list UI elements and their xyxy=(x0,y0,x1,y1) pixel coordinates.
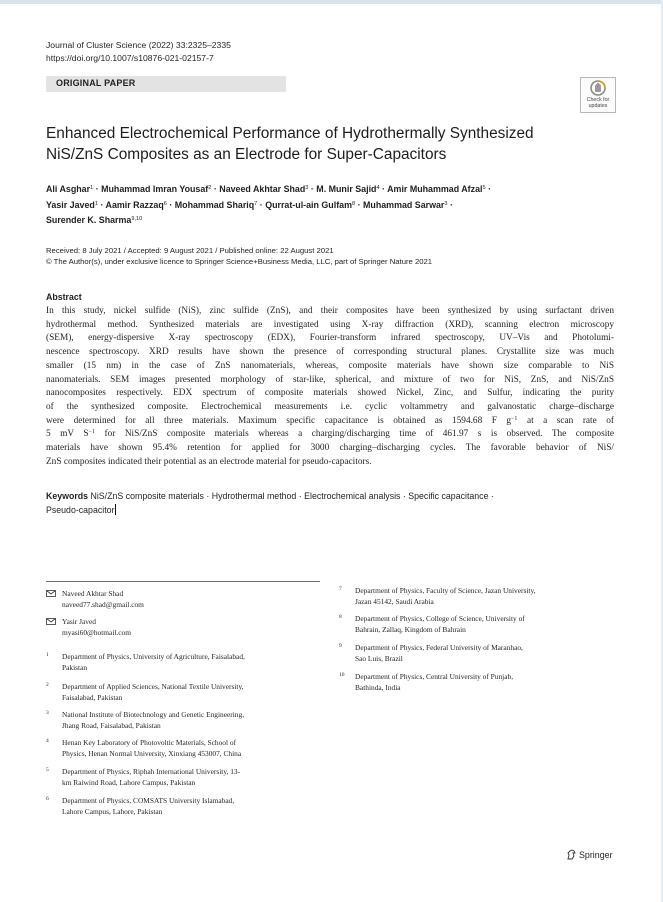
keywords-text: NiS/ZnS composite materials · Hydrothermal method · Electrochemical analysis · Specific capacitance · xyxy=(90,491,494,501)
author-name[interactable]: Qurrat-ul-ain Gulfam xyxy=(265,199,352,210)
abstract-line-part: for NiS/ZnS composite materials whereas a charging/discharging time of 461.97 s is observed. The composite xyxy=(95,429,614,440)
author-list xyxy=(46,181,621,228)
affiliation-number: 4 xyxy=(46,738,49,744)
journal-info xyxy=(46,39,231,65)
author-affiliation-ref: 3 xyxy=(444,200,448,207)
affiliation-line: Department of Physics, Faculty of Science, Jazan University, xyxy=(355,586,536,595)
publisher-logo xyxy=(566,849,613,860)
title-line: NiS/ZnS Composites as an Electrode for Super-Capacitors xyxy=(46,146,447,163)
affiliation-line: Department of Physics, Riphah International University, 13- xyxy=(62,767,241,776)
unit-exponent: −1 xyxy=(511,415,518,422)
affiliation-line: Pakistan xyxy=(62,662,88,672)
author-name[interactable]: Aamir Razzaq xyxy=(105,199,164,210)
affiliation-number: 7 xyxy=(339,586,342,592)
author-name[interactable]: Surender K. Sharma xyxy=(46,215,132,225)
author-affiliation-ref: 1 xyxy=(90,185,94,191)
affiliation-line: Department of Physics, Central University of Punjab, xyxy=(355,672,514,681)
affiliation-line: Jazan 45142, Saudi Arabia xyxy=(355,596,434,606)
author-name[interactable]: Amir Muhammad Afzal xyxy=(387,184,483,194)
abstract-line: materials have shown 95.4% retention for applied for 3000 charging–discharging cycles. The favorable behavior of NiS/ xyxy=(46,443,614,454)
abstract-heading: Abstract xyxy=(46,292,82,302)
viewer-top-border xyxy=(0,0,663,4)
affiliation-number: 8 xyxy=(339,614,342,620)
affiliation-line: Faisalabad, Pakistan xyxy=(62,692,123,702)
corresponding-author-name: Yasir Javed xyxy=(62,617,96,626)
author-name[interactable]: Ali Asghar xyxy=(46,184,91,194)
abstract-line: nanocomposites respectively. EDX spectrum of composite materials showed Nickel, Zinc, and Sulfur, indicating the purity xyxy=(46,388,614,399)
abstract-line: nanomaterials. SEM images presented morphology of star-like, spherical, and mixture of two for NiS, ZnS, and NiS/ZnS xyxy=(46,374,614,385)
author-affiliation-ref: 8 xyxy=(351,200,356,207)
keywords-text: Pseudo-capacitor xyxy=(46,504,115,515)
affiliation-number: 2 xyxy=(46,682,49,688)
copyright-line: © The Author(s), under exclusive licence to Springer Science+Business Media, LLC, part of Springer Nature 2021 xyxy=(46,256,433,266)
title-line: Enhanced Electrochemical Performance of Hydrothermally Synthesized xyxy=(46,125,534,142)
unit-exponent: −1 xyxy=(88,429,95,436)
abstract-line-part: were determined for all three materials. Maximum specific capacitance is obtained as 1594.68 F g xyxy=(46,415,512,426)
author-name[interactable]: Yasir Javed xyxy=(46,199,95,210)
affiliation-number: 6 xyxy=(46,796,49,802)
author-affiliation-ref: 3 xyxy=(305,185,309,191)
author-name[interactable]: Muhammad Imran Yousaf xyxy=(101,184,209,194)
springer-horse-icon xyxy=(566,849,577,860)
abstract-line: (SEM), energy-dispersive X-ray spectroscopy (EDX), Fourier-transform infrared spectroscopy, UV–Vis and Photolumi- xyxy=(46,333,614,344)
keywords-line xyxy=(46,504,614,518)
author-affiliation-ref: 7 xyxy=(254,200,258,207)
abstract-line: nescence spectroscopy. XRD results have shown the presence of corresponding structural planes. Crystallite size was much xyxy=(46,347,614,358)
abstract-line: of the synthesized composite. Electrochemical measurements i.e. cyclic voltammetry and galvanostatic charge–discharge xyxy=(46,401,614,412)
abstract-line: In this study, nickel sulfide (NiS), zinc sulfide (ZnS), and their composites have been synthesized by using surfactant driven xyxy=(46,306,614,316)
abstract-line: hydrothermal method. Synthesized materials are investigated using X-ray diffraction (XRD), scanning electron microscopy xyxy=(46,319,614,330)
envelope-icon xyxy=(46,590,56,597)
affiliation-line: National Institute of Biotechnology and Genetic Engineering, xyxy=(62,710,245,719)
affiliation-number: 3 xyxy=(46,710,49,716)
affiliation-line: Department of Physics, COMSATS University Islamabad, xyxy=(62,796,235,805)
check-for-updates-button[interactable] xyxy=(580,77,616,113)
article-type-badge xyxy=(46,76,286,92)
check-for-updates-icon xyxy=(590,80,606,97)
corresponding-author-email[interactable]: myasi60@hotmail.com xyxy=(62,627,132,637)
affiliation-line: Sao Luis, Brazil xyxy=(355,653,403,663)
dates-line: Received: 8 July 2021 / Accepted: 9 August 2021 / Published online: 22 August 2021 xyxy=(46,246,334,255)
keywords-section xyxy=(46,490,614,517)
author-name[interactable]: M. Munir Sajid xyxy=(316,184,377,194)
abstract-line xyxy=(46,428,614,442)
author-line: Yasir Javed$^1$ · Aamir Razzaq$^6$ · Mohammad Shariq$^7$ · Qurrat-ul-ain Gulfam$^8$ · Muhammad Sarwar$^3$ · xyxy=(46,199,453,210)
author-line: Ali Asghar$^1$ · Muhammad Imran Yousaf$^2$ · Naveed Akhtar Shad$^3$ · M. Munir Sajid$^4$ · Amir Muhammad Afzal$^5$ · xyxy=(46,184,492,194)
keywords-label: Keywords xyxy=(46,491,89,501)
article-type-label: ORIGINAL PAPER xyxy=(56,78,136,88)
affiliation-line: km Raiwind Road, Lahore Campus, Pakistan xyxy=(62,777,196,787)
author-affiliation-ref: 5 xyxy=(482,185,486,191)
affiliation-number: 1 xyxy=(46,652,49,658)
affiliation-line: Physics, Henan Normal University, Xinxiang 453007, China xyxy=(62,748,242,758)
author-name[interactable]: Naveed Akhtar Shad xyxy=(219,184,306,194)
text-cursor xyxy=(115,504,116,515)
envelope-icon xyxy=(46,618,56,625)
affiliation-number: 9 xyxy=(339,643,342,649)
abstract-line-part: at a scan rate of xyxy=(517,415,614,426)
abstract-line: smaller (15 nm) in the case of ZnS nanomaterials, whereas, composite materials have shown size comparable to NiS xyxy=(46,360,614,371)
author-affiliation-ref: 1 xyxy=(94,200,98,207)
abstract-line: ZnS composites indicated their potential as an electrode material for pseudo-capacitors. xyxy=(46,456,372,467)
author-name[interactable]: Mohammad Shariq xyxy=(174,199,255,210)
publisher-name: Springer xyxy=(579,850,613,860)
abstract-line xyxy=(46,415,614,429)
author-line xyxy=(46,212,621,228)
check-badge-line2: updates xyxy=(588,102,608,109)
corresponding-author-email[interactable]: naveed77.shad@gmail.com xyxy=(62,599,144,609)
author-affiliation-ref: 4 xyxy=(376,185,380,191)
author-affiliation-ref: 9,10 xyxy=(131,216,143,222)
affiliation-line: Henan Key Laboratory of Photovoltic Materials, School of xyxy=(62,738,237,747)
keywords-line xyxy=(46,490,614,504)
affiliation-line: Department of Physics, University of Agriculture, Faisalabad, xyxy=(62,652,245,661)
author-affiliation-ref: 6 xyxy=(163,200,167,207)
journal-citation: Journal of Cluster Science (2022) 33:2325–2335 xyxy=(46,40,231,50)
affiliation-line: Department of Physics, Federal University of Maranhao, xyxy=(355,643,523,652)
author-name[interactable]: Muhammad Sarwar xyxy=(363,199,445,210)
affiliation-line: Department of Physics, College of Science, University of xyxy=(355,614,525,623)
article-title xyxy=(46,123,616,165)
affiliation-line: Jhang Road, Faisalabad, Pakistan xyxy=(62,720,161,730)
affiliation-line: Department of Applied Sciences, National Textile University, xyxy=(62,682,244,691)
check-badge-line1: Check for xyxy=(586,97,610,103)
publication-history xyxy=(46,246,432,267)
affiliation-line: Bathinda, India xyxy=(355,682,401,692)
author-affiliation-ref: 2 xyxy=(208,185,212,191)
affiliation-number: 10 xyxy=(339,672,345,678)
affiliation-number: 5 xyxy=(46,767,49,773)
affiliation-line: Bahrain, Zallaq, Kingdom of Bahrain xyxy=(355,624,466,634)
doi-link[interactable]: https://doi.org/10.1007/s10876-021-02157-7 xyxy=(46,53,214,63)
affiliation-line: Lahore Campus, Lahore, Pakistan xyxy=(62,806,163,816)
abstract-body xyxy=(46,305,614,469)
abstract-line-part: 5 mV S xyxy=(46,429,89,440)
corresponding-author-name: Naveed Akhtar Shad xyxy=(62,589,124,598)
footnote-divider xyxy=(46,581,320,582)
